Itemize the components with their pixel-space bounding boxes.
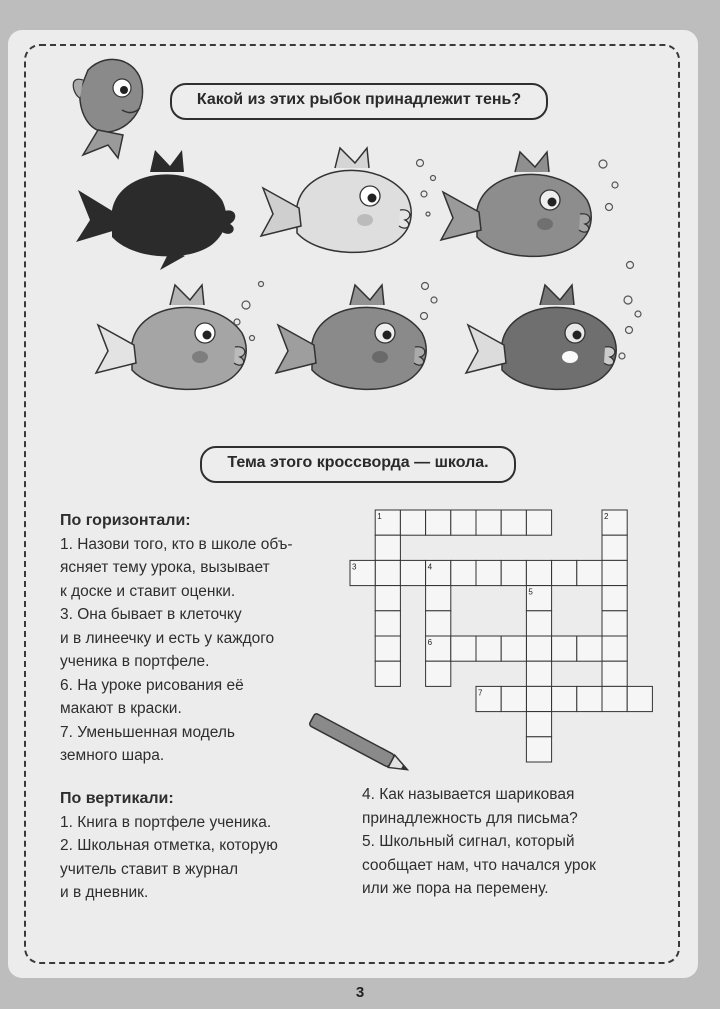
- crossword-cell[interactable]: [602, 535, 627, 560]
- crossword-cell[interactable]: [476, 510, 501, 535]
- crossword-cell[interactable]: [526, 560, 551, 585]
- crossword-cell[interactable]: [602, 686, 627, 711]
- crossword-number: 5: [528, 587, 533, 597]
- crossword-cell[interactable]: [375, 535, 400, 560]
- crossword-cell[interactable]: [426, 611, 451, 636]
- down-clues-right: [362, 783, 662, 901]
- crossword-number: 6: [427, 638, 433, 647]
- clue-line: принадлежность для письма?: [362, 809, 578, 827]
- crossword-theme: Тема этого кроссворда — школа.: [200, 446, 516, 483]
- crossword-cell[interactable]: [375, 560, 400, 585]
- crossword-cell[interactable]: [426, 661, 451, 686]
- crossword-cell[interactable]: [602, 636, 627, 661]
- clue-line: 5. Школьный сигнал, который: [362, 833, 575, 850]
- crossword-number: 2: [604, 512, 609, 521]
- crossword-cell[interactable]: [526, 737, 551, 762]
- crossword-cell[interactable]: [602, 611, 627, 636]
- clue-line: сообщает нам, что начался урок: [362, 856, 596, 874]
- crossword-cell[interactable]: [526, 661, 551, 686]
- down-heading: По вертикали:: [60, 790, 174, 807]
- crossword-cell[interactable]: [526, 686, 551, 711]
- crossword-cell[interactable]: [375, 586, 400, 611]
- crossword-cell[interactable]: [552, 560, 577, 585]
- crossword-cell[interactable]: [602, 661, 627, 686]
- crossword-number: 3: [352, 562, 357, 572]
- across-heading: По горизонтали:: [60, 512, 191, 529]
- crossword-cell[interactable]: [476, 636, 501, 661]
- down-clues: [60, 787, 350, 905]
- crossword-cell[interactable]: [577, 686, 602, 711]
- clue-line: учитель ставит в журнал: [60, 860, 239, 878]
- crossword-cell[interactable]: [451, 560, 476, 585]
- crossword-number: 4: [427, 562, 433, 572]
- clue-line: 7. Уменьшенная модель: [60, 723, 235, 741]
- across-clues: [60, 509, 350, 768]
- crossword-cell[interactable]: [451, 636, 476, 661]
- crossword-cell[interactable]: [476, 560, 501, 585]
- crossword-cell[interactable]: [526, 611, 551, 636]
- crossword-cell[interactable]: [526, 712, 551, 737]
- crossword-cell[interactable]: [375, 636, 400, 661]
- crossword-cell[interactable]: [400, 560, 425, 585]
- clue-line: ученика в портфеле.: [60, 653, 210, 670]
- crossword-cell[interactable]: [400, 510, 425, 535]
- page-number: 3: [355, 984, 365, 1001]
- clue-line: 1. Книга в портфеле ученика.: [60, 813, 272, 831]
- crossword-cell[interactable]: [552, 636, 577, 661]
- clue-line: ясняет тему урока, вызывает: [60, 559, 270, 576]
- clue-line: или же пора на перемену.: [362, 880, 549, 897]
- crossword-number: 7: [478, 688, 483, 698]
- title-question: Какой из этих рыбок принадлежит тень?: [170, 83, 548, 120]
- crossword-cell[interactable]: [501, 510, 526, 535]
- crossword-cell[interactable]: [526, 636, 551, 661]
- crossword-cell[interactable]: [451, 510, 476, 535]
- clue-line: и в линеечку и есть у каждого: [60, 629, 275, 647]
- crossword-cell[interactable]: [552, 686, 577, 711]
- crossword-cell[interactable]: [602, 560, 627, 585]
- crossword-cell[interactable]: [501, 686, 526, 711]
- crossword-cell[interactable]: [602, 586, 627, 611]
- crossword-cell[interactable]: [526, 510, 551, 535]
- clue-line: макают в краски.: [60, 700, 182, 717]
- clue-line: к доске и ставит оценки.: [60, 582, 236, 600]
- clue-line: земного шара.: [60, 747, 165, 764]
- crossword-cell[interactable]: [577, 636, 602, 661]
- crossword-number: 1: [377, 512, 382, 521]
- crossword-cell[interactable]: [501, 560, 526, 585]
- clue-line: 6. На уроке рисования её: [60, 676, 244, 694]
- crossword-cell[interactable]: [577, 560, 602, 585]
- clue-line: 4. Как называется шариковая: [362, 786, 575, 803]
- crossword-cell[interactable]: [375, 611, 400, 636]
- crossword-cell[interactable]: [426, 510, 451, 535]
- crossword-cell[interactable]: [375, 661, 400, 686]
- crossword-cell[interactable]: [501, 636, 526, 661]
- clue-line: 3. Она бывает в клеточку: [60, 606, 242, 623]
- crossword-cell[interactable]: [627, 686, 652, 711]
- clue-line: 1. Назови того, кто в школе объ-: [60, 535, 293, 553]
- clue-line: 2. Школьная отметка, которую: [60, 837, 278, 854]
- crossword-cell[interactable]: [426, 586, 451, 611]
- clue-line: и в дневник.: [60, 884, 149, 901]
